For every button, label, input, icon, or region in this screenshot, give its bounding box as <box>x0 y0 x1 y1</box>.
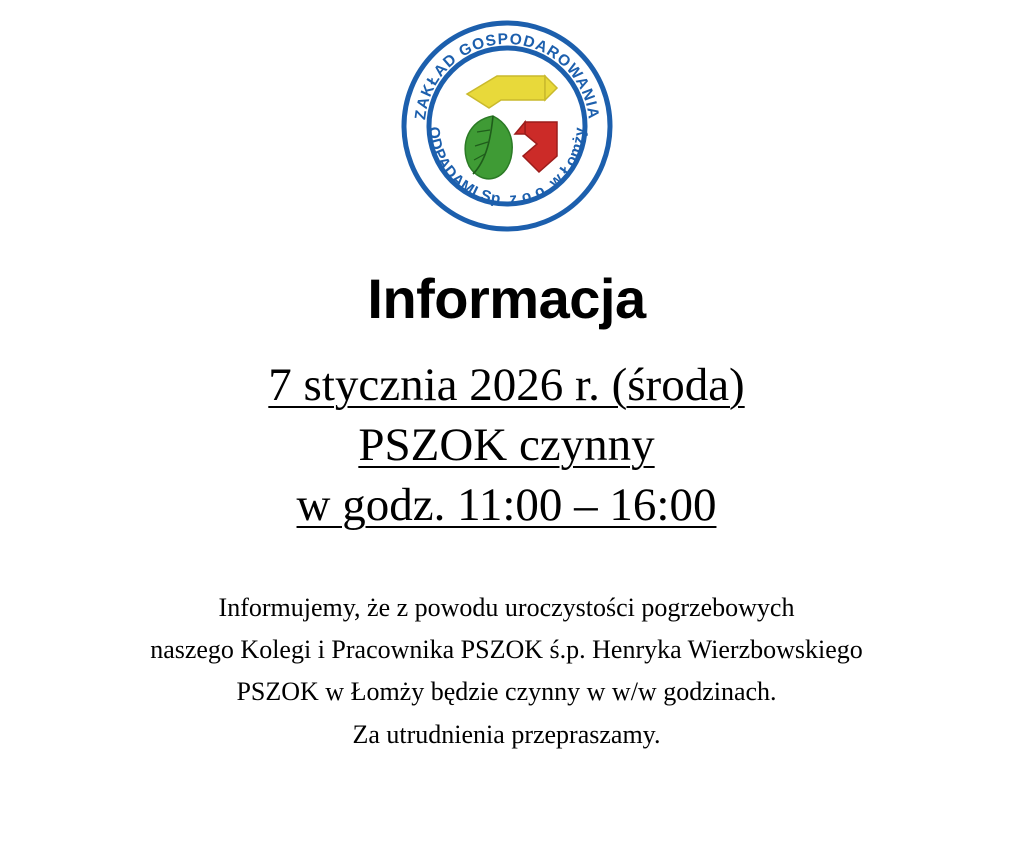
company-logo <box>397 16 617 236</box>
announcement-line-status: PSZOK czynny <box>358 418 655 471</box>
page-title: Informacja <box>367 267 646 330</box>
note-line-2: naszego Kolegi i Pracownika PSZOK ś.p. Henryka Wierzbowskiego <box>150 635 863 665</box>
announcement-block <box>268 355 744 535</box>
note-line-1: Informujemy, że z powodu uroczystości pogrzebowych <box>218 593 795 623</box>
note-line-3: PSZOK w Łomży będzie czynny w w/w godzinach. <box>236 677 777 707</box>
announcement-line-date: 7 stycznia 2026 r. (środa) <box>268 358 745 411</box>
logo-graphic <box>397 16 617 236</box>
svg-text:ODPADAMI Sp. z o.o. w Łomży: ODPADAMI Sp. z o.o. w Łomży <box>424 126 589 209</box>
note-line-4: Za utrudnienia przepraszamy. <box>352 719 661 749</box>
svg-text:ZAKŁAD GOSPODAROWANIA: ZAKŁAD GOSPODAROWANIA <box>411 30 602 121</box>
note-block <box>150 587 863 755</box>
announcement-line-hours: w godz. 11:00 – 16:00 <box>296 479 717 532</box>
